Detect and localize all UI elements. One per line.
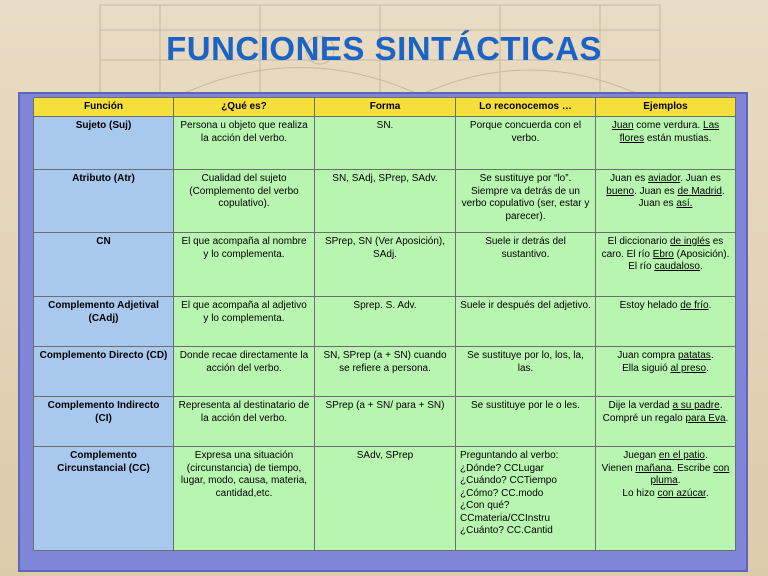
- functions-table: [33, 97, 736, 551]
- page-title: FUNCIONES SINTÁCTICAS: [166, 30, 602, 67]
- forma-cell: SPrep (a + SN/ para + SN): [315, 397, 456, 447]
- forma-cell: SN, SPrep (a + SN) cuando se refiere a persona.: [315, 347, 456, 397]
- reconocemos-cell: Porque concuerda con el verbo.: [456, 117, 596, 170]
- funcion-cell: CN: [34, 233, 174, 297]
- ejemplo-cell: Juan come verdura. Las flores están mustias.: [596, 117, 736, 170]
- que-es-cell: Representa al destinatario de la acción del verbo.: [174, 397, 315, 447]
- table-row: [34, 117, 736, 170]
- reconocemos-cell: Suele ir después del adjetivo.: [456, 297, 596, 347]
- funcion-cell: Sujeto (Suj): [34, 117, 174, 170]
- header-reconocemos: Lo reconocemos …: [456, 98, 596, 117]
- que-es-cell: Cualidad del sujeto (Complemento del verbo copulativo).: [174, 170, 315, 233]
- header-forma: Forma: [315, 98, 456, 117]
- ejemplo-cell: Juan compra patatas. Ella siguió al preso.: [596, 347, 736, 397]
- header-que-es: ¿Qué es?: [174, 98, 315, 117]
- forma-cell: SPrep, SN (Ver Aposición), SAdj.: [315, 233, 456, 297]
- forma-cell: SN, SAdj, SPrep, SAdv.: [315, 170, 456, 233]
- reconocemos-cell: Se sustituye por “lo”. Siempre va detrás de un verbo copulativo (ser, estar y parecer).: [456, 170, 596, 233]
- funcion-cell: Complemento Circunstancial (CC): [34, 447, 174, 551]
- table-row: [34, 170, 736, 233]
- reconocemos-cell: Se sustituye por lo, los, la, las.: [456, 347, 596, 397]
- table-row: [34, 233, 736, 297]
- reconocemos-cell: Preguntando al verbo: ¿Dónde? CCLugar ¿Cuándo? CCTiempo ¿Cómo? CC.modo ¿Con qué? CCmateria/CCInstru ¿Cuánto? CC.Cantid: [456, 447, 596, 551]
- header-row: [34, 98, 736, 117]
- ejemplo-cell: Estoy helado de frío.: [596, 297, 736, 347]
- que-es-cell: El que acompaña al adjetivo y lo complementa.: [174, 297, 315, 347]
- que-es-cell: El que acompaña al nombre y lo complementa.: [174, 233, 315, 297]
- funcion-cell: Complemento Directo (CD): [34, 347, 174, 397]
- table-row: [34, 297, 736, 347]
- ejemplo-cell: Juan es aviador. Juan es bueno. Juan es de Madrid. Juan es así.: [596, 170, 736, 233]
- que-es-cell: Donde recae directamente la acción del verbo.: [174, 347, 315, 397]
- que-es-cell: Expresa una situación (circunstancia) de tiempo, lugar, modo, causa, materia, cantidad,etc.: [174, 447, 315, 551]
- table-row: [34, 347, 736, 397]
- ejemplo-cell: Juegan en el patio. Vienen mañana. Escribe con pluma. Lo hizo con azúcar.: [596, 447, 736, 551]
- forma-cell: SN.: [315, 117, 456, 170]
- header-ejemplos: Ejemplos: [596, 98, 736, 117]
- ejemplo-cell: Dije la verdad a su padre. Compré un regalo para Eva.: [596, 397, 736, 447]
- ejemplo-cell: El diccionario de inglés es caro. El río Ebro (Aposición). El río caudaloso.: [596, 233, 736, 297]
- forma-cell: Sprep. S. Adv.: [315, 297, 456, 347]
- header-funcion: Función: [34, 98, 174, 117]
- funcion-cell: Atributo (Atr): [34, 170, 174, 233]
- forma-cell: SAdv, SPrep: [315, 447, 456, 551]
- reconocemos-cell: Se sustituye por le o les.: [456, 397, 596, 447]
- reconocemos-cell: Suele ir detrás del sustantivo.: [456, 233, 596, 297]
- table-row: [34, 397, 736, 447]
- funcion-cell: Complemento Indirecto (CI): [34, 397, 174, 447]
- que-es-cell: Persona u objeto que realiza la acción del verbo.: [174, 117, 315, 170]
- table-row: [34, 447, 736, 551]
- funcion-cell: Complemento Adjetival (CAdj): [34, 297, 174, 347]
